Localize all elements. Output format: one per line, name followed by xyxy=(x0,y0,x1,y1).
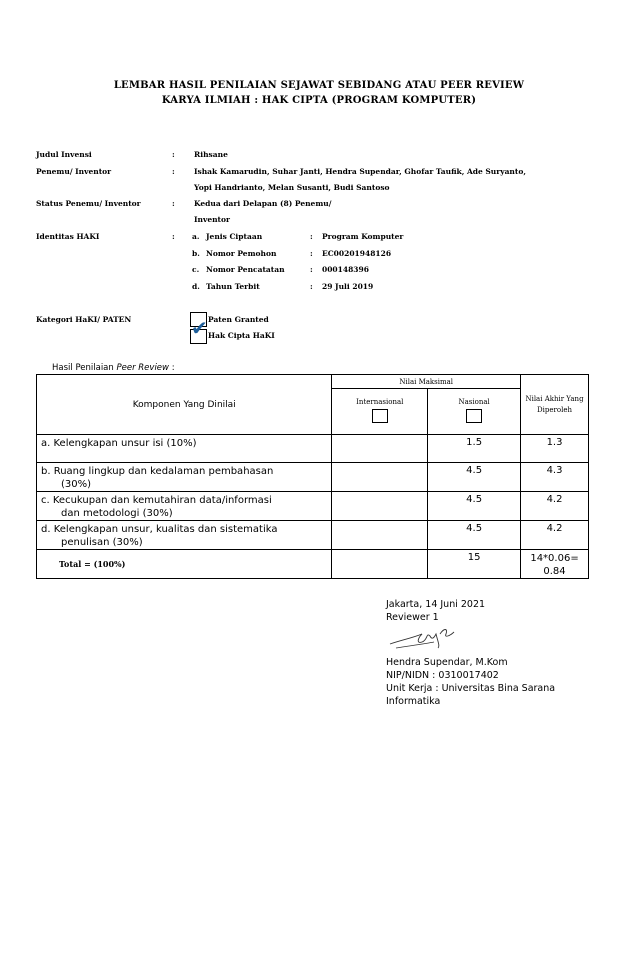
identitas-item-colon: : xyxy=(310,265,313,274)
total-row xyxy=(37,550,589,579)
identitas-item-colon: : xyxy=(310,282,313,291)
total-final-cell: 14*0.06= 0.84 xyxy=(521,550,589,579)
national-cell: 1.5 xyxy=(428,435,521,463)
final-cell: 4.2 xyxy=(521,492,589,521)
table-caption: Hasil Penilaian Peer Review : xyxy=(52,363,175,373)
signature-unit-line2: Informatika xyxy=(386,696,441,707)
table-row xyxy=(37,521,589,550)
signature-role: Reviewer 1 xyxy=(386,612,439,623)
status-colon: : xyxy=(172,199,175,208)
judul-value: Rihsane xyxy=(194,150,228,159)
identitas-item-colon: : xyxy=(310,249,313,258)
identitas-item-value: Program Komputer xyxy=(322,232,404,241)
international-box xyxy=(372,409,388,423)
col-international-header: Internasional xyxy=(332,389,428,435)
identitas-label: Identitas HAKI xyxy=(36,232,100,241)
criterion-cell: b. Ruang lingkup dan kedalaman pembahasan (30%) xyxy=(37,463,332,492)
final-cell: 4.3 xyxy=(521,463,589,492)
final-cell: 4.2 xyxy=(521,521,589,550)
col-national-header: Nasional xyxy=(428,389,521,435)
total-label: Total = (100%) xyxy=(37,550,332,579)
table-row xyxy=(37,435,589,463)
status-value-line2: Inventor xyxy=(194,215,230,224)
judul-label: Judul Invensi xyxy=(36,150,92,159)
identitas-letter: b. xyxy=(192,249,200,258)
criterion-cell: c. Kecukupan dan kemutahiran data/informasi dan metodologi (30%) xyxy=(37,492,332,521)
col-final-header: Nilai Akhir Yang Diperoleh xyxy=(521,375,589,435)
international-cell xyxy=(332,435,428,463)
identitas-colon: : xyxy=(172,232,175,241)
national-box xyxy=(466,409,482,423)
international-cell xyxy=(332,463,428,492)
signature-name: Hendra Supendar, M.Kom xyxy=(386,657,508,668)
identitas-letter: d. xyxy=(192,282,200,291)
checkmark-icon: ✔ xyxy=(191,316,208,340)
total-national-cell: 15 xyxy=(428,550,521,579)
identitas-letter: c. xyxy=(192,265,200,274)
table-row xyxy=(37,492,589,521)
identitas-item-label: Jenis Ciptaan xyxy=(206,232,263,241)
kategori-label: Kategori HaKI/ PATEN xyxy=(36,315,132,324)
national-cell: 4.5 xyxy=(428,492,521,521)
judul-colon: : xyxy=(172,150,175,159)
penemu-label: Penemu/ Inventor xyxy=(36,167,112,176)
criterion-cell: a. Kelengkapan unsur isi (10%) xyxy=(37,435,332,463)
identitas-item-label: Nomor Pencatatan xyxy=(206,265,285,274)
identitas-item-value: 000148396 xyxy=(322,265,369,274)
table-row xyxy=(37,463,589,492)
identitas-item-label: Tahun Terbit xyxy=(206,282,260,291)
penemu-value-line1: Ishak Kamarudin, Suhar Janti, Hendra Supendar, Ghofar Taufik, Ade Suryanto, xyxy=(194,167,526,176)
document-title-line1: LEMBAR HASIL PENILAIAN SEJAWAT SEBIDANG ATAU PEER REVIEW xyxy=(113,80,525,91)
signature-place-date: Jakarta, 14 Juni 2021 xyxy=(386,599,486,610)
hak-cipta-label: Hak Cipta HaKI xyxy=(208,331,275,340)
identitas-item-colon: : xyxy=(310,232,313,241)
handwritten-signature xyxy=(388,622,468,652)
international-cell xyxy=(332,492,428,521)
status-value-line1: Kedua dari Delapan (8) Penemu/ xyxy=(194,199,332,208)
international-cell xyxy=(332,521,428,550)
identitas-letter: a. xyxy=(192,232,200,241)
peer-review-score-table xyxy=(36,374,589,579)
national-cell: 4.5 xyxy=(428,463,521,492)
identitas-item-value: EC00201948126 xyxy=(322,249,392,258)
signature-nip: NIP/NIDN : 0310017402 xyxy=(386,670,499,681)
col-component-header: Komponen Yang Dinilai xyxy=(37,375,332,435)
final-cell: 1.3 xyxy=(521,435,589,463)
paten-granted-label: Paten Granted xyxy=(208,315,269,324)
penemu-value-line2: Yopi Handrianto, Melan Susanti, Budi Santoso xyxy=(194,183,390,192)
identitas-item-value: 29 Juli 2019 xyxy=(322,282,374,291)
criterion-cell: d. Kelengkapan unsur, kualitas dan sistematika penulisan (30%) xyxy=(37,521,332,550)
col-max-header: Nilai Maksimal xyxy=(332,375,521,389)
penemu-colon: : xyxy=(172,167,175,176)
document-title-line2: KARYA ILMIAH : HAK CIPTA (PROGRAM KOMPUTER) xyxy=(161,95,477,106)
status-label: Status Penemu/ Inventor xyxy=(36,199,141,208)
national-cell: 4.5 xyxy=(428,521,521,550)
signature-unit-line1: Unit Kerja : Universitas Bina Sarana xyxy=(386,683,556,694)
identitas-item-label: Nomor Pemohon xyxy=(206,249,277,258)
international-cell xyxy=(332,550,428,579)
